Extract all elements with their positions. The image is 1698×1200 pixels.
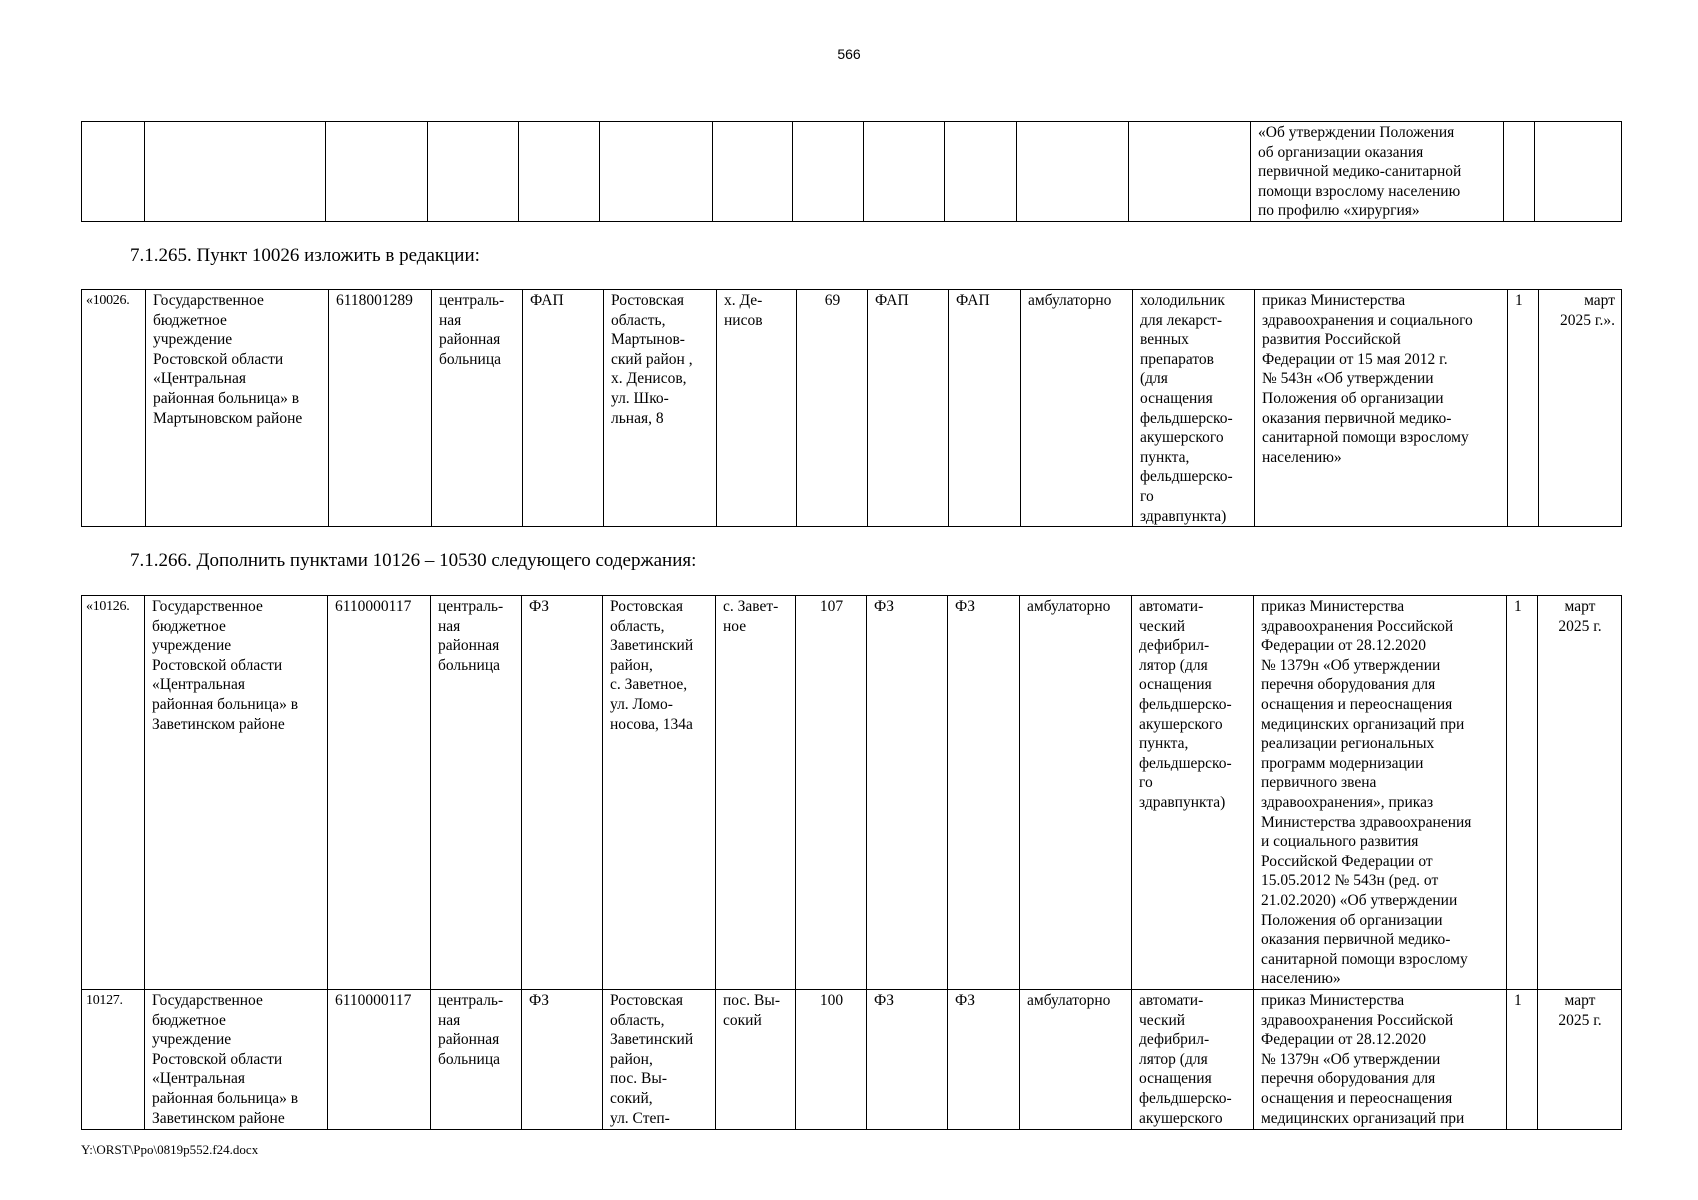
care-cell: амбулаторно: [1020, 596, 1132, 990]
unit3-cell: ФЗ: [948, 990, 1020, 1130]
inn-cell: 6118001289: [329, 290, 432, 527]
unit2-cell: ФЗ: [867, 596, 948, 990]
items-10126-table: [81, 595, 1622, 1130]
unit-cell: ФЗ: [522, 596, 603, 990]
type-cell: централь- ная районная больница: [431, 596, 522, 990]
population-cell: 100: [796, 990, 867, 1130]
locality-cell: пос. Вы- сокий: [716, 990, 796, 1130]
qty-cell: 1: [1507, 990, 1538, 1130]
document-cell: приказ Министерства здравоохранения Российской Федерации от 28.12.2020 № 1379н «Об утверждении перечня оборудования для оснащения и переоснащения медицинских организаций при реализации региональных программ модернизации первичного звена здравоохранения», приказ Министерства здравоохранения и социального развития Российской Федерации от 15.05.2012 № 543н (ред. от 21.02.2020) «Об утверждении Положения об организации оказания первичной медико- санитарной помощи взрослому населению»: [1254, 596, 1507, 990]
date-cell: март 2025 г.».: [1539, 290, 1622, 527]
org-cell: Государственное бюджетное учреждение Ростовской области «Центральная районная больница» в Заветинском районе: [145, 596, 328, 990]
table-row: [82, 990, 1622, 1130]
date-cell: март 2025 г.: [1538, 596, 1622, 990]
item-number: 10127.: [82, 990, 145, 1130]
address-cell: Ростовская область, Мартынов- ский район , х. Денисов, ул. Шко- льная, 8: [604, 290, 717, 527]
continued-table: [81, 121, 1622, 222]
unit3-cell: ФАП: [949, 290, 1021, 527]
section-heading-266: 7.1.266. Дополнить пунктами 10126 – 10530 следующего содержания:: [130, 550, 697, 571]
document-cell: приказ Министерства здравоохранения Российской Федерации от 28.12.2020 № 1379н «Об утверждении перечня оборудования для оснащения и переоснащения медицинских организаций при: [1254, 990, 1507, 1130]
table-row: [82, 122, 1622, 222]
type-cell: централь- ная районная больница: [432, 290, 523, 527]
date-cell: март 2025 г.: [1538, 990, 1622, 1130]
item-number: «10126.: [82, 596, 145, 990]
unit-cell: ФАП: [523, 290, 604, 527]
type-cell: централь- ная районная больница: [431, 990, 522, 1130]
population-cell: 69: [797, 290, 868, 527]
locality-cell: х. Де- нисов: [717, 290, 797, 527]
document-cell: «Об утверждении Положения об организации оказания первичной медико-санитарной помощи взрослому населению по профилю «хирургия»: [1251, 122, 1504, 222]
table-row: [82, 596, 1622, 990]
item-number: «10026.: [82, 290, 146, 527]
file-path-footer: Y:\ORST\Ppo\0819p552.f24.docx: [81, 1142, 259, 1157]
address-cell: Ростовская область, Заветинский район, пос. Вы- сокий, ул. Степ-: [603, 990, 716, 1130]
address-cell: Ростовская область, Заветинский район, с. Заветное, ул. Ломо- носова, 134а: [603, 596, 716, 990]
equipment-cell: автомати- ческий дефибрил- лятор (для оснащения фельдшерско- акушерского: [1132, 990, 1254, 1130]
unit2-cell: ФАП: [868, 290, 949, 527]
locality-cell: с. Завет- ное: [716, 596, 796, 990]
qty-cell: 1: [1507, 596, 1538, 990]
unit2-cell: ФЗ: [867, 990, 948, 1130]
unit-cell: ФЗ: [522, 990, 603, 1130]
care-cell: амбулаторно: [1020, 990, 1132, 1130]
qty-cell: 1: [1508, 290, 1539, 527]
item-10026-table: [81, 289, 1622, 527]
population-cell: 107: [796, 596, 867, 990]
org-cell: Государственное бюджетное учреждение Ростовской области «Центральная районная больница» в Мартыновском районе: [146, 290, 329, 527]
inn-cell: 6110000117: [328, 596, 431, 990]
page-number: 566: [837, 46, 861, 62]
section-heading-265: 7.1.265. Пункт 10026 изложить в редакции:: [130, 245, 480, 266]
document-cell: приказ Министерства здравоохранения и социального развития Российской Федерации от 15 мая 2012 г. № 543н «Об утверждении Положения об организации оказания первичной медико- санитарной помощи взрослому населению»: [1255, 290, 1508, 527]
inn-cell: 6110000117: [328, 990, 431, 1130]
equipment-cell: холодильник для лекарст- венных препаратов (для оснащения фельдшерско- акушерского пункта, фельдшерско- го здравпункта): [1133, 290, 1255, 527]
care-cell: амбулаторно: [1021, 290, 1133, 527]
equipment-cell: автомати- ческий дефибрил- лятор (для оснащения фельдшерско- акушерского пункта, фельдшерско- го здравпункта): [1132, 596, 1254, 990]
table-row: [82, 290, 1622, 527]
org-cell: Государственное бюджетное учреждение Ростовской области «Центральная районная больница» в Заветинском районе: [145, 990, 328, 1130]
unit3-cell: ФЗ: [948, 596, 1020, 990]
